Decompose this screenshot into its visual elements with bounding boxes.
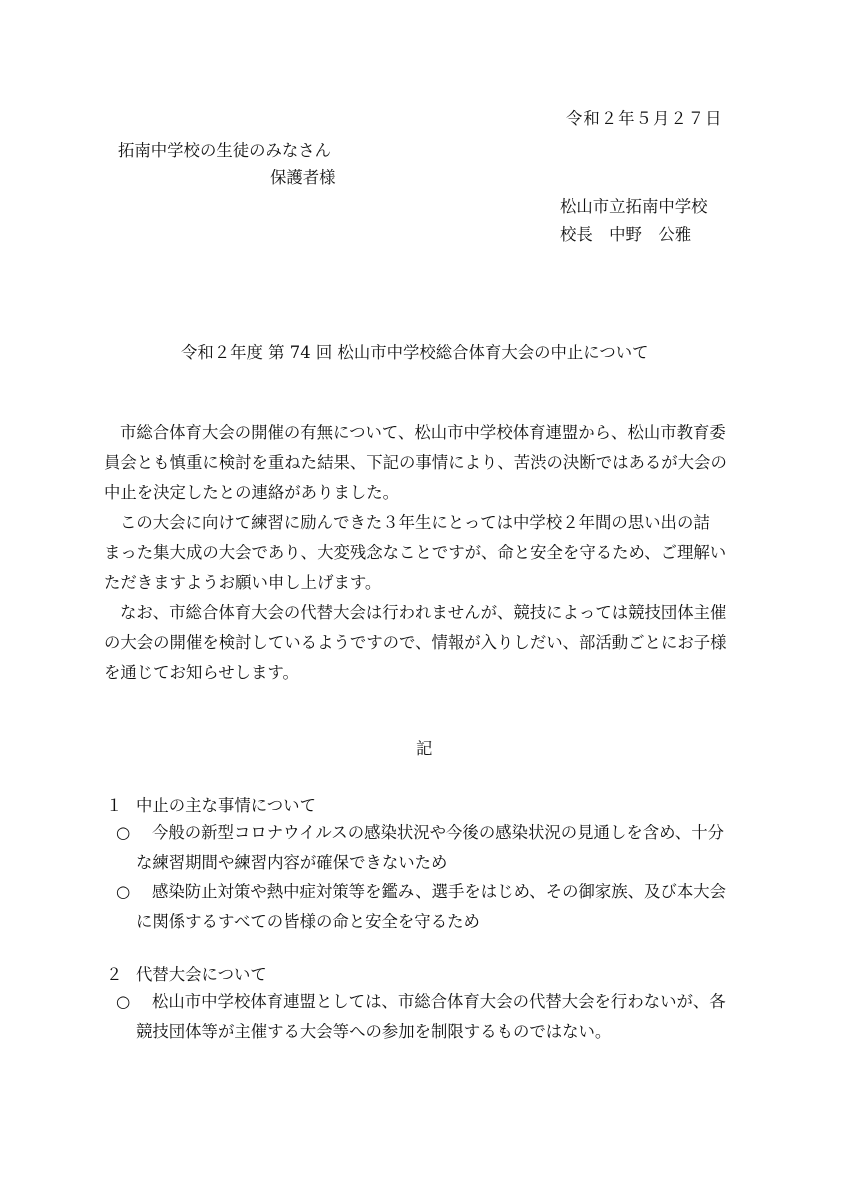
list-item	[116, 818, 756, 878]
section-heading	[106, 961, 267, 985]
sender-principal: 校長 中野 公雅	[560, 225, 692, 244]
paragraph-line: ただきますようお願い申し上げます。	[104, 573, 382, 592]
paragraph-line: を通じてお知らせします。	[104, 663, 299, 682]
paragraph-line: まった集大成の大会であり、大変残念なことですが、命と安全を守るため、ご理解い	[104, 543, 727, 562]
section-number: １	[106, 796, 123, 815]
paragraph-line: なお、市総合体育大会の代替大会は行われませんが、競技によっては競技団体主催	[120, 603, 727, 622]
ki-heading: 記	[416, 739, 433, 758]
paragraph-line: 員会とも慎重に検討を重ねた結果、下記の事情により、苦渋の決断ではあるが大会の	[104, 453, 727, 472]
section-title: 中止の主な事情について	[136, 796, 316, 815]
circle-bullet-icon: ○	[116, 823, 131, 842]
paragraph-line: の大会の開催を検討しているようですので、情報が入りしだい、部活動ごとにお子様	[104, 633, 727, 652]
paragraph-line: この大会に向けて練習に励んできた３年生にとっては中学校２年間の思い出の詰	[120, 513, 710, 532]
list-item-text: 競技団体等が主催する大会等への参加を制限するものではない。	[136, 1022, 612, 1041]
section-title: 代替大会について	[136, 965, 267, 984]
body-text	[104, 418, 754, 688]
circle-bullet-icon: ○	[116, 992, 131, 1011]
paragraph-line: 市総合体育大会の開催の有無について、松山市中学校体育連盟から、松山市教育委	[120, 423, 726, 442]
list-item-text: 今般の新型コロナウイルスの感染状況や今後の感染状況の見通しを含め、十分	[152, 823, 725, 842]
list-item-text: 松山市中学校体育連盟としては、市総合体育大会の代替大会を行わないが、各	[152, 992, 726, 1011]
paragraph-1	[104, 418, 754, 508]
document-date: 令和２年５月２７日	[566, 109, 723, 128]
recipient-guardians: 保護者様	[270, 168, 336, 187]
list-item	[116, 987, 756, 1047]
document-title: 令和２年度 第 74 回 松山市中学校総合体育大会の中止について	[181, 343, 649, 362]
recipient-students: 拓南中学校の生徒のみなさん	[118, 141, 332, 160]
section-number: ２	[106, 965, 123, 984]
paragraph-2	[104, 508, 754, 598]
list-item-text: な練習期間や練習内容が確保できないため	[136, 853, 448, 872]
sender-school: 松山市立拓南中学校	[560, 197, 708, 216]
paragraph-line: 中止を決定したとの連絡がありました。	[104, 483, 400, 502]
list-item-text: に関係するすべての皆様の命と安全を守るため	[136, 912, 480, 931]
paragraph-3	[104, 598, 754, 688]
list-item	[116, 877, 756, 937]
section-heading	[106, 792, 316, 816]
list-item-text: 感染防止対策や熱中症対策等を鑑み、選手をはじめ、その御家族、及び本大会	[152, 882, 726, 901]
circle-bullet-icon: ○	[116, 882, 131, 901]
